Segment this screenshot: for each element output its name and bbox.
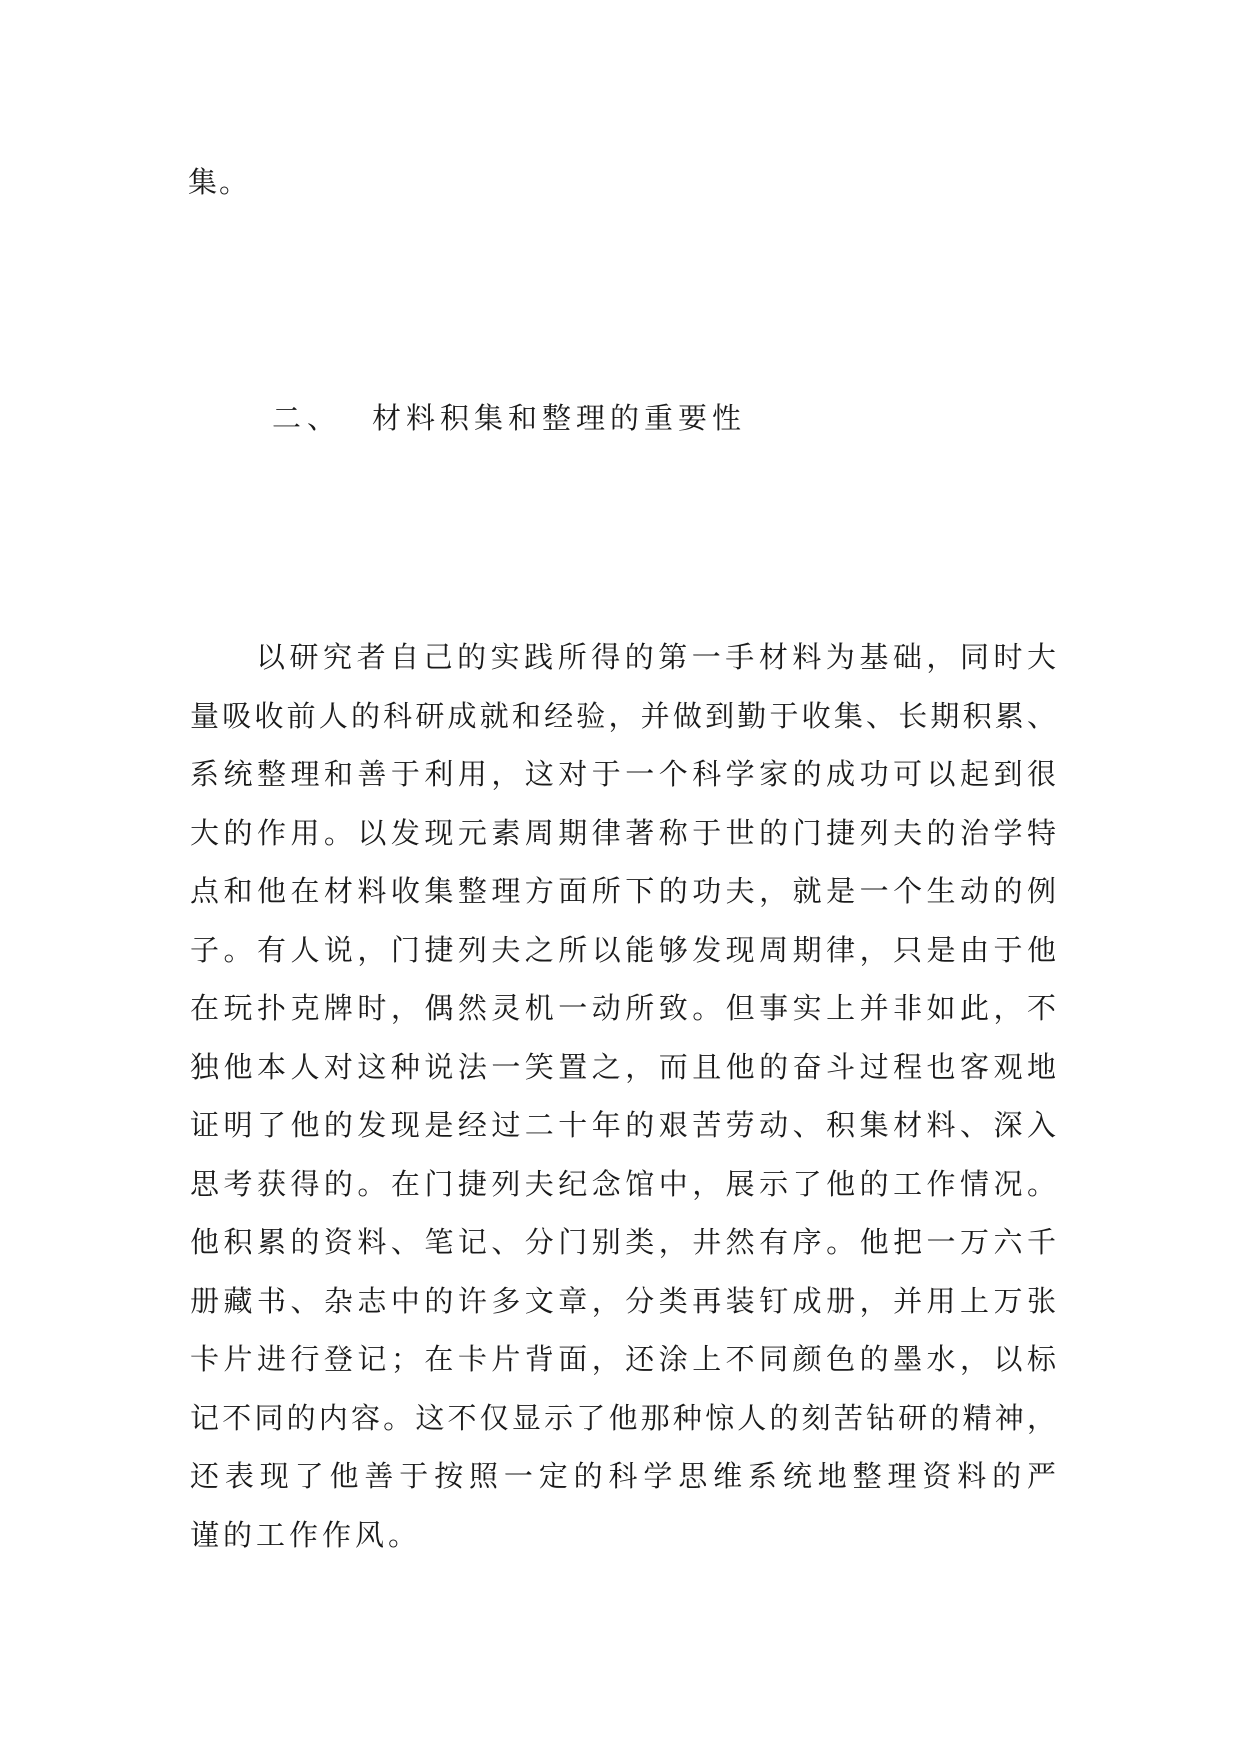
body-paragraph xyxy=(190,628,1056,1564)
paragraph-line: 卡片进行登记；在卡片背面，还涂上不同颜色的墨水，以标 xyxy=(190,1342,1056,1376)
paragraph-line: 独他本人对这种说法一笑置之，而且他的奋斗过程也客观地 xyxy=(190,1049,1056,1084)
paragraph-line: 大的作用。以发现元素周期律著称于世的门捷列夫的治学特 xyxy=(190,815,1056,850)
paragraph-line: 点和他在材料收集整理方面所下的功夫，就是一个生动的例 xyxy=(190,874,1056,908)
paragraph-line: 子。有人说，门捷列夫之所以能够发现周期律，只是由于他 xyxy=(190,932,1056,967)
section-title: 材料积集和整理的重要性 xyxy=(372,401,747,435)
paragraph-line: 还表现了他善于按照一定的科学思维系统地整理资料的严 xyxy=(190,1459,1056,1493)
paragraph-line: 量吸收前人的科研成就和经验，并做到勤于收集、长期积累、 xyxy=(190,698,1056,733)
paragraph-line: 以研究者自己的实践所得的第一手材料为基础，同时大 xyxy=(256,640,1056,674)
paragraph-line: 谨的工作作风。 xyxy=(190,1517,422,1552)
paragraph-line: 系统整理和善于利用，这对于一个科学家的成功可以起到很 xyxy=(190,757,1056,791)
paragraph-line: 在玩扑克牌时，偶然灵机一动所致。但事实上并非如此，不 xyxy=(190,991,1056,1025)
paragraph-line: 他积累的资料、笔记、分门别类，井然有序。他把一万六千 xyxy=(190,1225,1056,1259)
section-number: 二、 xyxy=(272,401,343,435)
section-heading xyxy=(272,398,746,438)
paragraph-line: 记不同的内容。这不仅显示了他那种惊人的刻苦钻研的精神， xyxy=(190,1400,1056,1435)
paragraph-line: 证明了他的发现是经过二十年的艰苦劳动、积集材料、深入 xyxy=(190,1108,1056,1142)
continuation-text: 集。 xyxy=(188,165,251,199)
paragraph-line: 册藏书、杂志中的许多文章，分类再装钉成册，并用上万张 xyxy=(190,1283,1056,1318)
paragraph-line: 思考获得的。在门捷列夫纪念馆中，展示了他的工作情况。 xyxy=(190,1166,1056,1201)
